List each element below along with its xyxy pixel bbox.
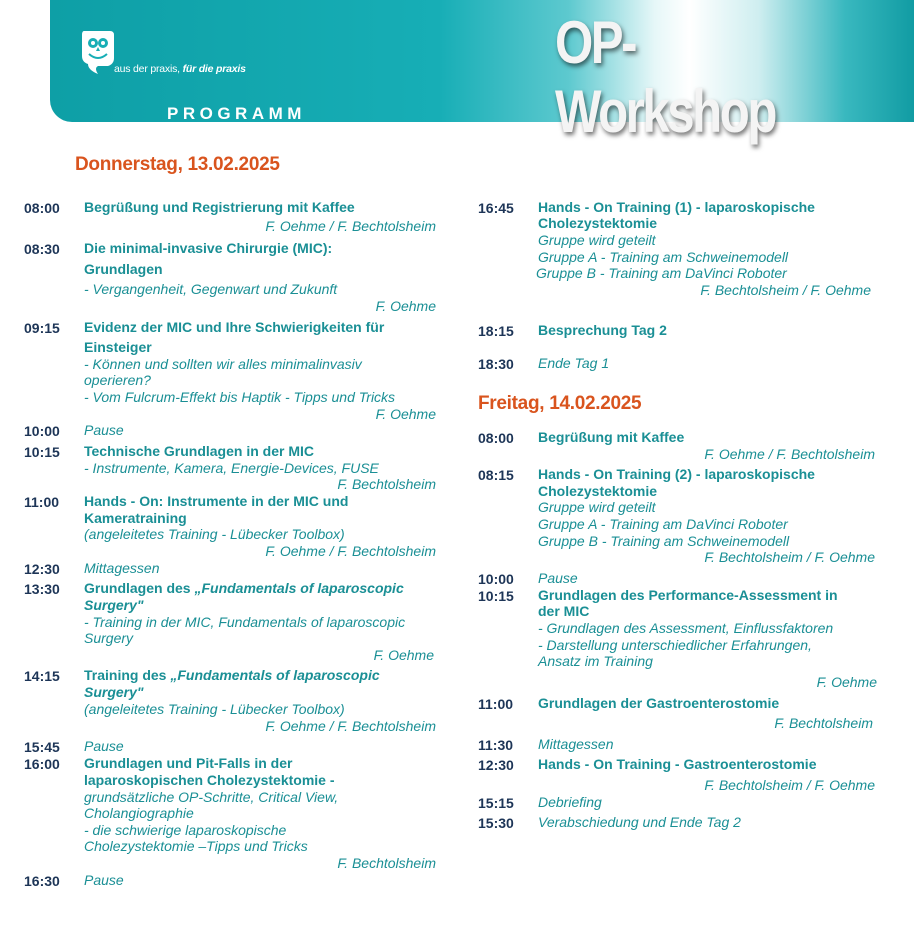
session-detail: Ansatz im Training	[538, 653, 653, 669]
session-title: Pause	[84, 422, 124, 438]
session-title: Hands - On Training (2) - laparoskopische	[538, 466, 815, 482]
workshop-title: OP-Workshop	[555, 9, 775, 145]
session-speaker: F. Oehme / F. Bechtolsheim	[704, 446, 875, 462]
session-title: Grundlagen und Pit-Falls in der	[84, 755, 293, 771]
session-detail: - Vom Fulcrum-Effekt bis Haptik - Tipps und Tricks	[84, 389, 396, 405]
session-detail: Gruppe wird geteilt	[538, 499, 656, 515]
session-title: Begrüßung mit Kaffee	[538, 429, 685, 445]
session-detail: - Grundlagen des Assessment, Einflussfaktoren	[538, 620, 834, 636]
session-title: der MIC	[538, 603, 590, 619]
session-title-part: „Fundamentals of laparoscopic	[170, 667, 380, 683]
session-speaker: F. Bechtolsheim	[337, 476, 436, 492]
tagline-bold: für die praxis	[182, 63, 246, 75]
session-detail: Gruppe A - Training am Schweinemodell	[538, 249, 789, 265]
session-title: Besprechung Tag 2	[538, 322, 667, 338]
session-title: Technische Grundlagen in der MIC	[84, 443, 314, 459]
session-title: Pause	[84, 738, 124, 754]
session-speaker: F. Bechtolsheim / F. Oehme	[700, 282, 871, 298]
programm-heading: PROGRAMM	[167, 104, 306, 123]
session-title: Kameratraining	[84, 510, 187, 526]
session-speaker: F. Bechtolsheim / F. Oehme	[704, 777, 875, 793]
session-speaker: F. Bechtolsheim / F. Oehme	[704, 549, 875, 565]
session-title: Hands - On: Instrumente in der MIC und	[84, 493, 349, 509]
session-title: Hands - On Training - Gastroenterostomie	[538, 756, 817, 772]
time-label: 09:15	[24, 320, 60, 336]
time-label: 15:30	[478, 815, 514, 831]
session-speaker: F. Oehme	[375, 406, 436, 422]
session-title: Grundlagen des Performance-Assessment in	[538, 587, 838, 603]
session-detail: operieren?	[84, 372, 151, 388]
session-title: Surgery"	[84, 597, 144, 613]
session-detail: Gruppe B - Training am Schweinemodell	[538, 533, 790, 549]
time-label: 10:00	[478, 571, 514, 587]
time-label: 11:00	[24, 494, 60, 510]
time-label: 10:15	[478, 588, 514, 604]
session-speaker: F. Oehme / F. Bechtolsheim	[265, 718, 436, 734]
session-title-part: Grundlagen des	[84, 580, 195, 596]
session-title-part: „Fundamentals of laparoscopic	[194, 580, 404, 596]
time-label: 16:30	[24, 873, 60, 889]
owl-logo-icon	[80, 28, 116, 74]
session-detail: Gruppe B - Training am DaVinci Roboter	[536, 265, 787, 281]
session-title: Mittagessen	[538, 736, 614, 752]
time-label: 14:15	[24, 668, 60, 684]
session-speaker: F. Oehme / F. Bechtolsheim	[265, 218, 436, 234]
session-title: Cholezystektomie	[538, 483, 658, 499]
tagline-normal: aus der praxis,	[114, 63, 180, 75]
session-detail: - Vergangenheit, Gegenwart und Zukunft	[84, 281, 338, 297]
tagline	[114, 63, 246, 75]
day1-title: Donnerstag, 13.02.2025	[75, 154, 280, 175]
time-label: 12:30	[24, 561, 60, 577]
session-detail: (angeleitetes Training - Lübecker Toolbox)	[84, 526, 345, 542]
session-detail: Surgery	[84, 630, 134, 646]
time-label: 15:45	[24, 739, 60, 755]
session-detail: (angeleitetes Training - Lübecker Toolbox)	[84, 701, 345, 717]
time-label: 15:15	[478, 795, 514, 811]
session-title: Verabschiedung und Ende Tag 2	[538, 814, 741, 830]
session-speaker: F. Oehme	[373, 647, 434, 663]
session-detail: - die schwierige laparoskopische	[84, 822, 287, 838]
session-detail: - Darstellung unterschiedlicher Erfahrungen,	[538, 637, 812, 653]
session-speaker: F. Oehme / F. Bechtolsheim	[265, 543, 436, 559]
day2-title: Freitag, 14.02.2025	[478, 393, 642, 414]
session-detail: - Instrumente, Kamera, Energie-Devices, FUSE	[84, 460, 379, 476]
session-title	[84, 580, 404, 597]
session-title: Hands - On Training (1) - laparoskopische	[538, 199, 815, 215]
time-label: 08:00	[478, 430, 514, 446]
time-label: 18:15	[478, 323, 514, 339]
session-speaker: F. Bechtolsheim	[774, 715, 873, 731]
session-title: Grundlagen der Gastroenterostomie	[538, 695, 780, 711]
session-title: Cholezystektomie	[538, 215, 658, 231]
time-label: 16:00	[24, 756, 60, 772]
session-title: Pause	[84, 872, 124, 888]
session-detail: grundsätzliche OP-Schritte, Critical View,	[84, 789, 339, 805]
time-label: 13:30	[24, 581, 60, 597]
time-label: 10:15	[24, 444, 60, 460]
session-speaker: F. Oehme	[375, 298, 436, 314]
time-label: 08:00	[24, 200, 60, 216]
time-label: 08:30	[24, 241, 60, 257]
session-title: Mittagessen	[84, 560, 160, 576]
session-title	[84, 667, 380, 684]
time-label: 11:00	[478, 696, 514, 712]
session-title: Pause	[538, 570, 578, 586]
session-title-part: Training des	[84, 667, 171, 683]
session-detail: Cholangiographie	[84, 805, 194, 821]
session-speaker: F. Bechtolsheim	[337, 855, 436, 871]
session-title: Begrüßung und Registrierung mit Kaffee	[84, 199, 355, 215]
session-title: Grundlagen	[84, 261, 163, 277]
time-label: 12:30	[478, 757, 514, 773]
time-label: 18:30	[478, 356, 514, 372]
session-title: Ende Tag 1	[538, 355, 610, 371]
time-label: 16:45	[478, 200, 514, 216]
session-title: Die minimal-invasive Chirurgie (MIC):	[84, 240, 333, 256]
session-detail: Cholezystektomie –Tipps und Tricks	[84, 838, 308, 854]
session-detail: Gruppe wird geteilt	[538, 232, 656, 248]
time-label: 11:30	[478, 737, 514, 753]
session-detail: - Training in der MIC, Fundamentals of laparoscopic	[84, 614, 406, 630]
session-detail: - Können und sollten wir alles minimalinvasiv	[84, 356, 362, 372]
session-title: Surgery"	[84, 684, 144, 700]
time-label: 08:15	[478, 467, 514, 483]
session-title: Evidenz der MIC und Ihre Schwierigkeiten für	[84, 319, 385, 335]
session-title: Debriefing	[538, 794, 602, 810]
time-label: 10:00	[24, 423, 60, 439]
session-title: Einsteiger	[84, 339, 152, 355]
session-title: laparoskopischen Cholezystektomie -	[84, 772, 335, 788]
session-speaker: F. Oehme	[816, 674, 877, 690]
session-detail: Gruppe A - Training am DaVinci Roboter	[538, 516, 788, 532]
